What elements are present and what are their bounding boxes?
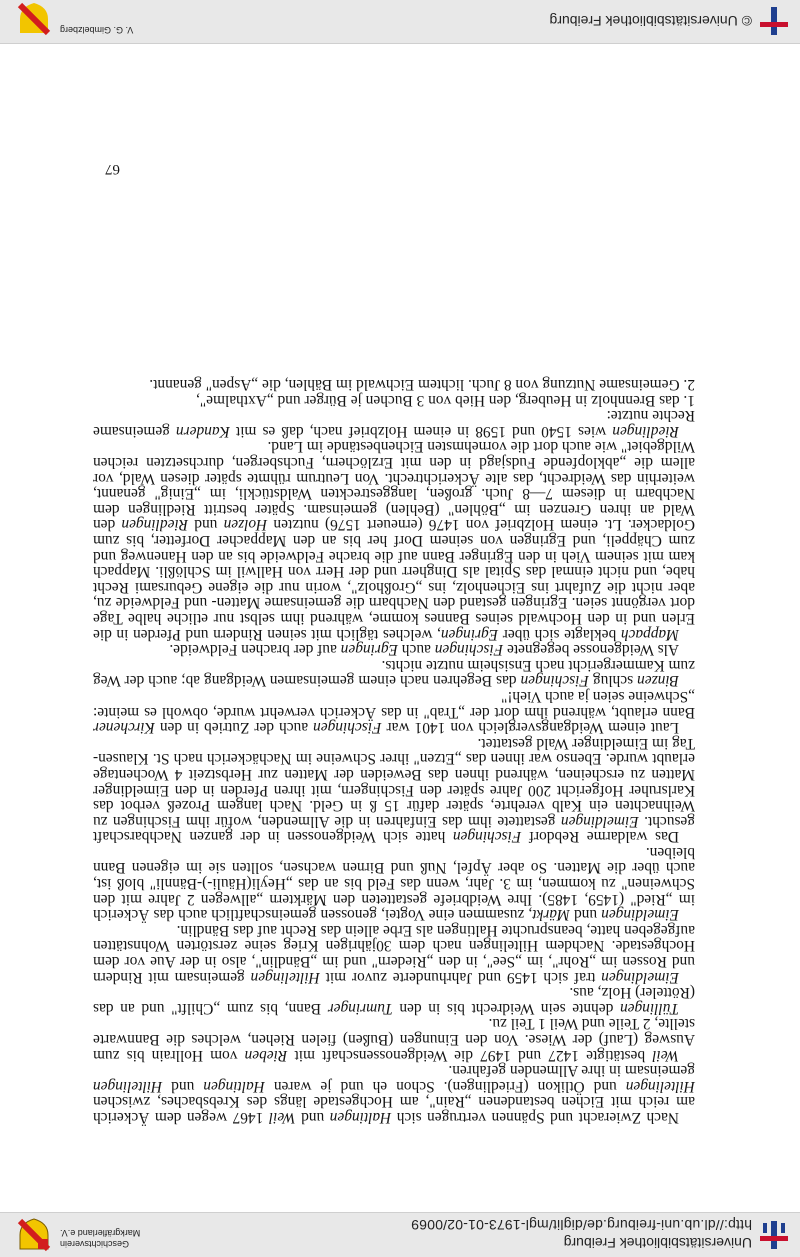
text-run: , zusammen eine Vogtei, genossen gemeinschaftlich auch das Äckerich im „Ried" (1459, 1485). Ihre Weidbriefe gestatteten den Märktern „allwegen 2 Jahre mit den Schweinen" zu kommen, im 3. Jahr, wenn das Feld bis an das „Heyli(Häuli-)-Bännli" bloß ist, auch über die Matten. So aber Äpfel, Nuß und Birnen wachsen, sollten sie im eigenen Bann bleiben. (93, 843, 695, 924)
place-name: Hiltelingen (92, 1077, 163, 1095)
place-name: Binzen (637, 672, 679, 690)
place-name: Tüllingen (620, 999, 679, 1017)
text-run: und (295, 1109, 330, 1126)
paragraph (93, 657, 695, 688)
ub-freiburg-logo-icon[interactable] (758, 1219, 790, 1251)
text-run: Nach Zwieracht und Spännen vertrugen sich (391, 1109, 679, 1126)
geschichtsverein-crest-icon[interactable] (16, 1217, 52, 1253)
list-item: 2. Gemeinsame Nutzung von 8 Juch. lichtem Eichwald im Bählen, die „Aspen" genannt. (149, 376, 695, 394)
text-run: Das waldarme Rebdorf (521, 828, 679, 846)
viewer-footer (0, 0, 800, 44)
place-name: Hiltelingen (625, 1077, 695, 1095)
text-run: auch (398, 641, 435, 659)
place-name: Kandern (175, 422, 230, 440)
geschichtsverein-crest-icon[interactable] (16, 1, 52, 37)
footer-society: V. G. Gimbelzberg (60, 25, 134, 35)
place-name: Egringen (340, 641, 398, 659)
place-name: Eimeldingen (601, 968, 679, 986)
place-name: Märkt (532, 906, 570, 924)
place-name: Tumringer (327, 999, 393, 1017)
place-name: Fischingen (452, 828, 522, 846)
paragraph (93, 985, 695, 1016)
place-name: Riedlingen (121, 516, 189, 534)
text-run: Laut einem Weidgangsvergleich von 1401 war (381, 719, 679, 737)
paragraph (93, 408, 695, 439)
text-run: Bann, bis zum „Chilft" und an das (Rötteler) Holz, aus. (93, 984, 695, 1017)
text-run: Als Weidgenosse begegnete (503, 641, 679, 659)
place-name: Eimeldingen (560, 812, 639, 830)
text-run: gemeinsame Rechte nutzte: (93, 407, 695, 440)
place-name: Fischingen (520, 672, 589, 690)
place-name: Holzen (223, 516, 268, 534)
paragraph (93, 844, 695, 922)
place-name: Kirchener (93, 719, 155, 737)
text-run: Bann erlaubt, während ihm dort der „Trab" in das Äckerich verwehrt wurde, obwohl es meinte: „Schweine seien ja auch Vieh!" (93, 687, 695, 721)
text-run: und (188, 516, 224, 534)
text-run: hatte sich Weidgenossen in der ganzen Nachbarschaft gesucht. (92, 812, 695, 846)
place-name: Riedlingen (612, 422, 679, 440)
place-name: Eimeldingen (601, 906, 679, 924)
text-run: vom Hollrain bis zum Ausweg (Lauf) der Wiese. Von den Einungen (Bußen) fielen Riehen, welches die Bannwarte stellte, 2 Teile und Weil 1 Teil zu. (93, 1015, 695, 1064)
paragraph (93, 642, 695, 658)
paragraph (93, 922, 695, 984)
paragraph (93, 439, 695, 642)
paragraph (93, 735, 695, 844)
text-run: den Wald an ihren Grenzen im „Böhlen" (Behlen) gemeinsam. Später bestritt Riedlingen dem Nachbarn in diesem 7—8 Juch. großen, langgestreckten Waldstückli, im „Einig" genannt, weiterhin das Weidrecht, das alte Äckerichtrecht. Von Leutrum rühmte später diesen Wald, vor allem die „abklopfende Fudsjagd in den mit Erzlöchern, Fuchsbergen, durchsetzten reichen Wildgebiet" wie auch dort die vornehmsten Eichenbestände im Land. (93, 438, 695, 534)
text-run: 1467 wegen dem Äckerich am reich mit Eichen bestandenen „Rain", am Hochgestade längs des Krebsbaches, zwischen (93, 1093, 695, 1126)
text-run: und (569, 906, 602, 924)
text-run: dehnte sein Weidrecht bis in den (392, 999, 620, 1017)
text-run: gemeinsam in ihre Allmenden gefahren. (448, 1062, 695, 1080)
paragraph (93, 1063, 695, 1125)
place-name: Rieben (244, 1046, 288, 1064)
ub-freiburg-logo-icon[interactable] (758, 5, 790, 37)
place-name: Haltingen (203, 1077, 265, 1095)
text-run: und (162, 1077, 204, 1095)
society-name-line1: Geschichtsverein (60, 1239, 130, 1249)
viewer-header (0, 1212, 800, 1257)
place-name: Fischingen (313, 719, 382, 737)
society-name (60, 1227, 140, 1249)
text-run: beklagte sich über (498, 625, 621, 643)
text-run: gemeinsam mit Rindern und Rossen im „Rohr", im „See", in den „Riedern" und im „Bändlin", also in der Aue vor dem Hochgestade. Nachdem Hiltelingen nach dem 30jährigen Krieg seine zerstörten Wohnstätten aufgegeben hatte, beanspruchte Haltingen als Erbe allein das Recht auf das Bändlin. (93, 921, 695, 986)
text-run: gestattete ihm das Einfahren in die Allmenden, wofür ihm Fischingen zu Weihnachten ein Kalb verehrte, später dafür 15 ß in Geld. Nach langem Prozeß verbot das Karlsruher Hofgericht 200 Jahre später den Fischingern, mit ihren Pferden in den Eimeldinger Matten zu erscheinen, während ihnen das Beweiden der Matten zur Herbstzeit 4 Wochentage erlaubt wurde. Ebenso war ihnen das „Etzen" ihrer Schweine im Nachäckerich nach St. Klausen-Tag im Eimeldinger Wald gestattet. (93, 734, 695, 830)
document-url-link[interactable]: http://dl.ub.uni-freiburg.de/diglit/mgl-1973-01-02/0069 (411, 1217, 752, 1233)
society-name-line2: Markgräflerland e.V. (60, 1228, 141, 1238)
institution-name: Universitätsbibliothek Freiburg (563, 1235, 752, 1251)
text-run: schlug (588, 672, 638, 690)
place-name: Haltingen (329, 1109, 392, 1126)
paragraph (93, 688, 695, 735)
text-run: wies 1540 und 1598 in einem Holzbrief nach, daß es mit (229, 422, 613, 440)
footer-institution: © Universitätsbibliothek Freiburg (549, 13, 752, 29)
text-run: bestätigte 1427 und 1497 die Weidgenossenschaft mit (287, 1046, 653, 1064)
text-run: und Ötlikon (Friedlingen). Schon eh und je waren (264, 1077, 626, 1095)
place-name: Weil (268, 1109, 296, 1126)
place-name: Hiltelingen (250, 968, 320, 986)
paragraph (93, 1016, 695, 1063)
document-body (93, 377, 695, 1126)
place-name: Mappach (620, 625, 679, 643)
list-item: 1. das Brennholz in Heuberg, den Hieb von 3 Buchen je Bürger und „Axthalme", (196, 391, 695, 409)
text-run: , welches täglich mit seinen Rindern und Pferden in die Erlen und in den Hochwald seines Bannes komme, während ihm selbst nur etliche halbe Tage dort vergönnt seien. Egringen gestand den Nachbarn die gemeinsame Matten- und Feldweide zu, aber nicht die Zufahrt ins Eichenholz, ins „Großholz", worin nur die eigene Gebursami Recht habe, und nicht einmal das Spital als Dingherr und der Herr von Hallwil im Schlößli. Mappach kam mit seinem Vieh in den Egringer Bann auf die brache Feldweide bis an den Hanenweg und zum Chäppeli, und Egringen von seinem Dorf her bis an den Mappacher Dorfetter, bis zum Goldacker. Lt. einem Holzbrief von 1476 (erneuert 1576) nutzten (93, 516, 695, 643)
text-run: auf der brachen Feldweide. (169, 641, 341, 659)
text-run: traf sich 1459 und Jahrhunderte zuvor mit (319, 968, 602, 986)
place-name: Weil (652, 1046, 679, 1064)
text-run: auch der Zutrieb in den (154, 719, 314, 737)
text-run: das Begehren nach einem gemeinsamen Weidgang ab; auch der Weg zum Kammergericht nach Ensisheim nutzte nichts. (93, 656, 695, 690)
page-number: 67 (105, 161, 120, 177)
place-name: Fischingen (434, 641, 504, 659)
place-name: Egringen (440, 625, 499, 643)
